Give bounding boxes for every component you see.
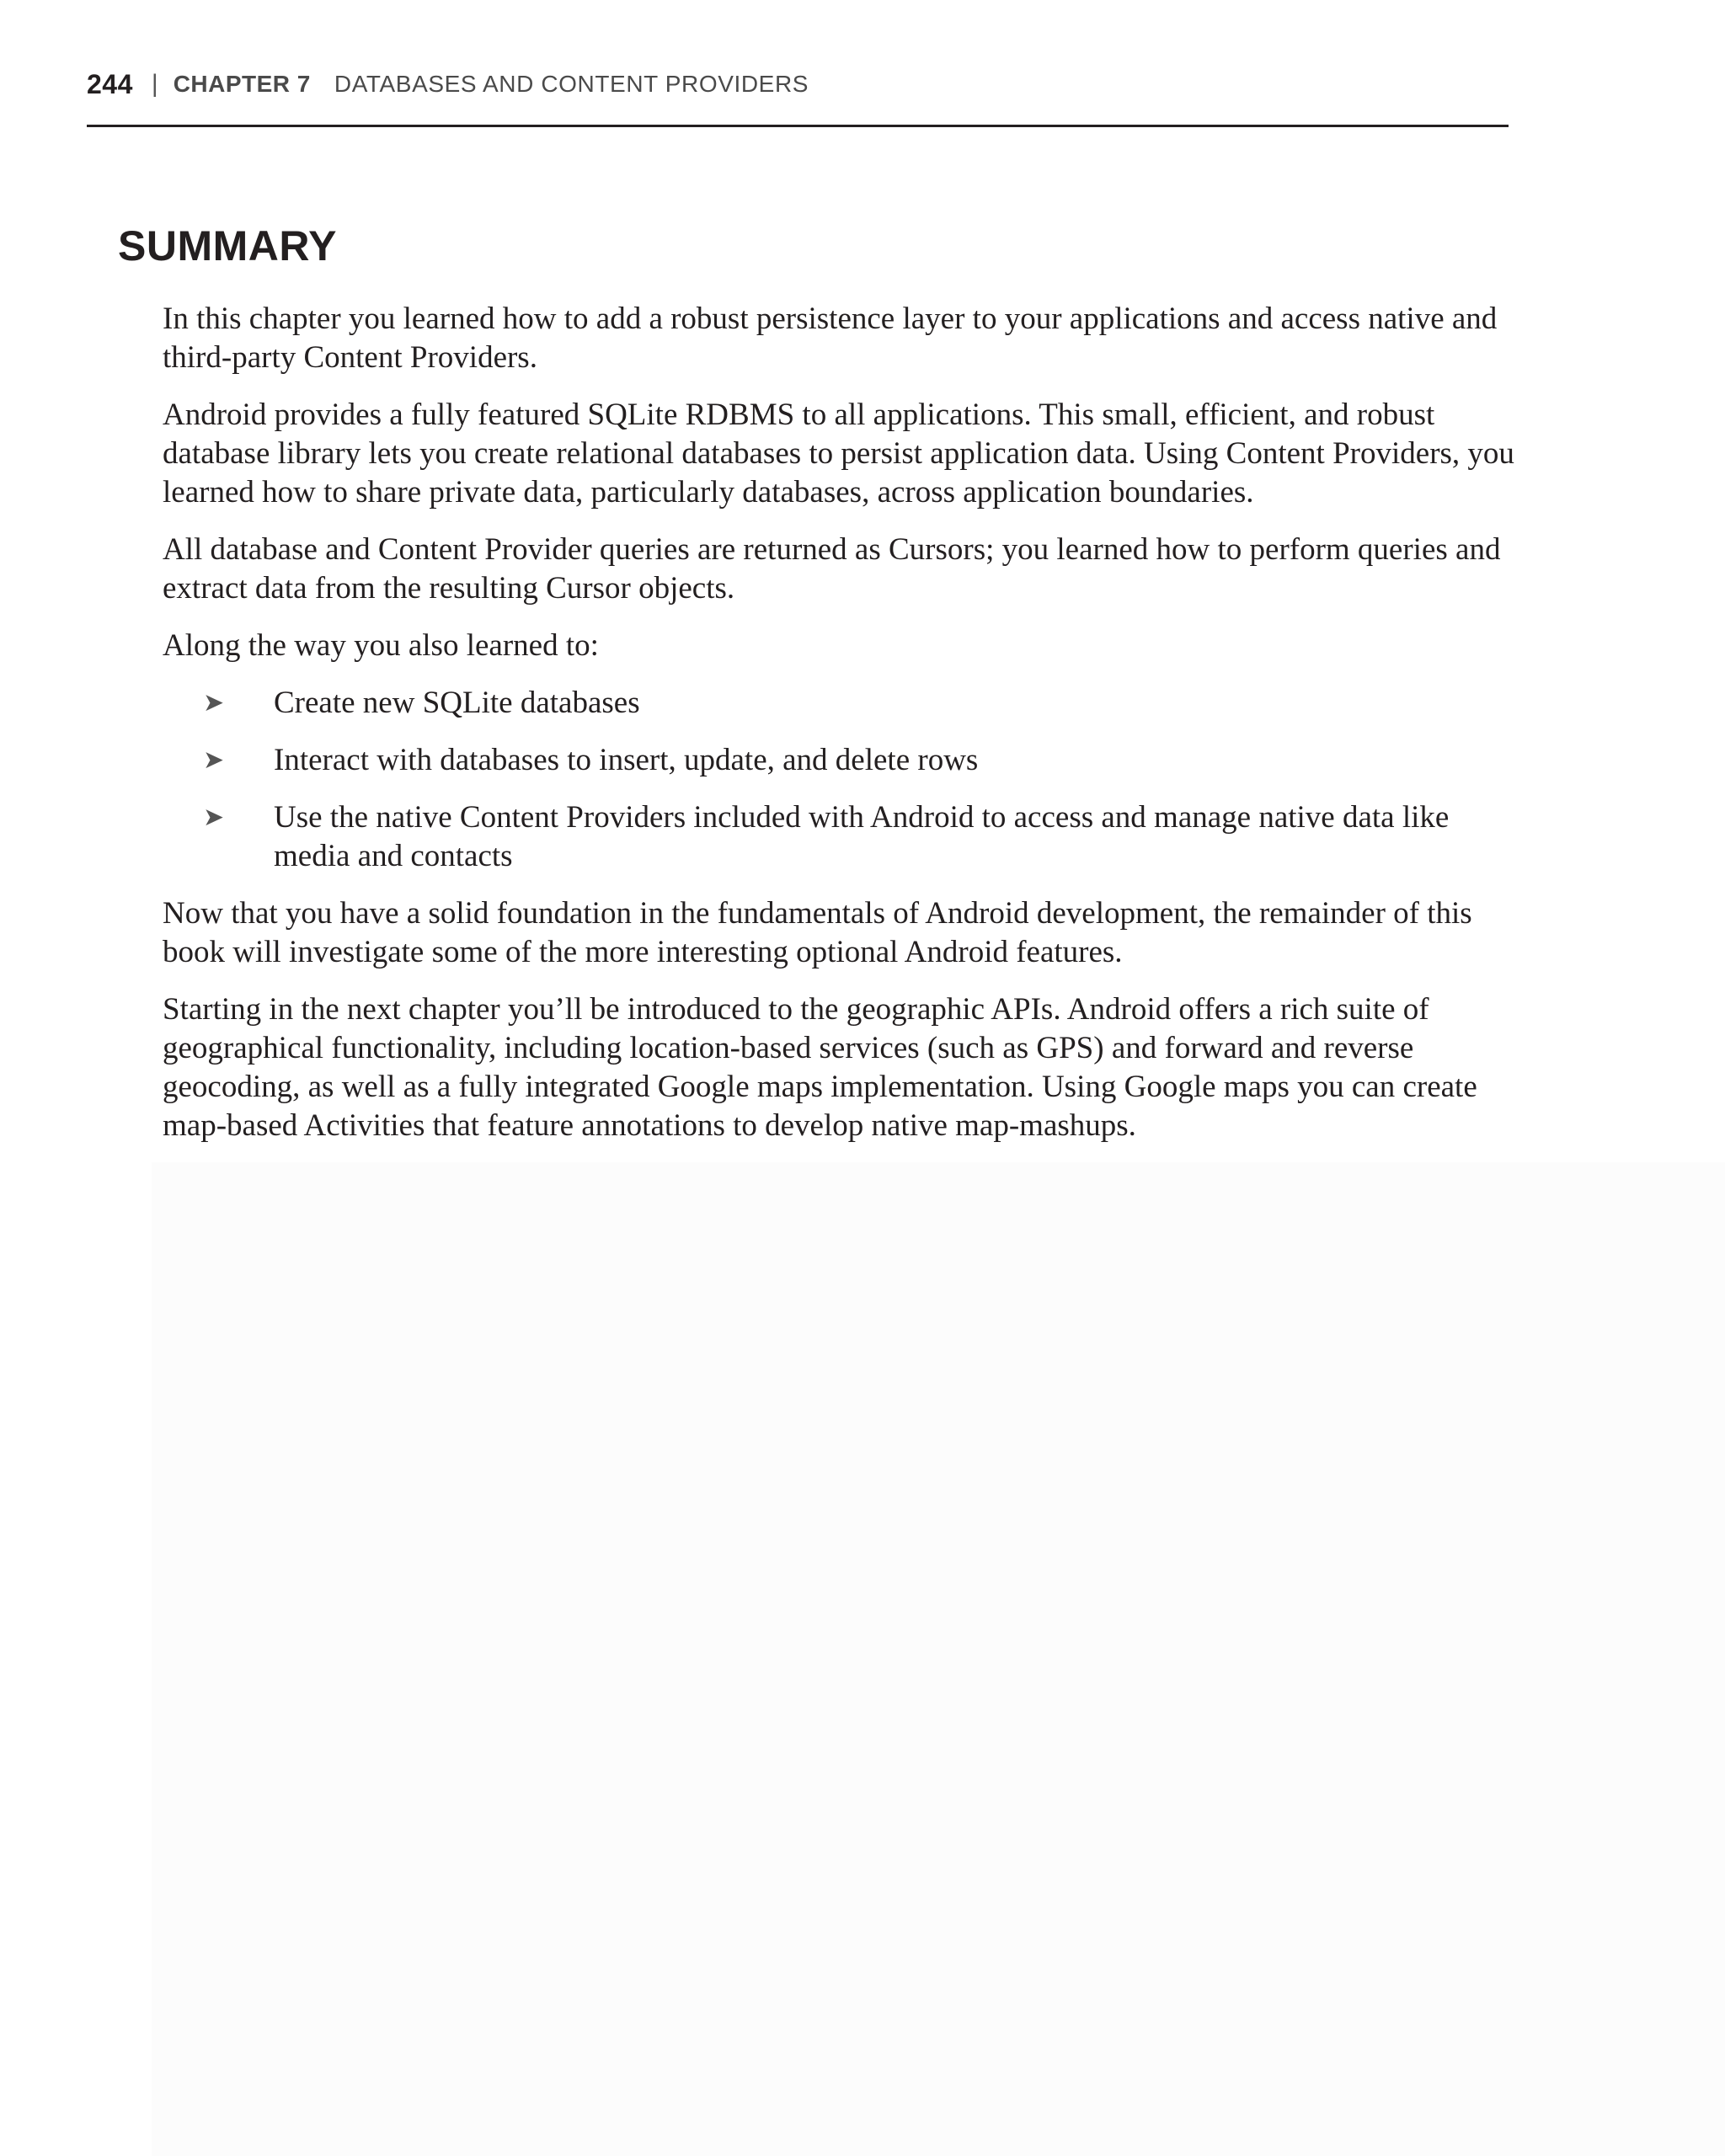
paragraph: All database and Content Provider queries are returned as Cursors; you learned how to perform queries and extract data from the resulting Cursor objects. [163,532,1501,606]
arrow-bullet-icon: ➤ [203,688,225,718]
paragraph: Starting in the next chapter you’ll be introduced to the geographic APIs. Android offers a rich suite of geographical functionality, including location-based services (such as GPS) and forward and reverse geocoding, as well as a fully integrated Google maps implementation. Using Google maps you can create map-based Activities that feature annotations to develop native map-mashups. [163,992,1477,1143]
body-text [163,300,1519,1164]
header-rule [87,125,1509,127]
arrow-bullet-icon: ➤ [203,745,225,775]
list-item [163,684,1519,723]
section-heading: SUMMARY [118,222,337,270]
chapter-label: CHAPTER 7 [173,71,311,97]
list-item [163,798,1519,876]
list-item-text: Use the native Content Providers included with Android to access and manage native data like media and contacts [274,800,1450,873]
list-item [163,741,1519,780]
paragraph: Android provides a fully featured SQLite RDBMS to all applications. This small, efficient, and robust database library lets you create relational databases to persist application data. Using Content Providers, you learned how to share private data, particularly databases, across application boundaries. [163,398,1514,510]
paragraph: In this chapter you learned how to add a robust persistence layer to your applications and access native and third-party Content Providers. [163,302,1498,375]
paragraph: Along the way you also learned to: [163,628,599,663]
list-item-text: Interact with databases to insert, update, and delete rows [274,743,979,777]
page-background-shade [152,1162,1725,2156]
arrow-bullet-icon: ➤ [203,803,225,832]
paragraph: Now that you have a solid foundation in the fundamentals of Android development, the remainder of this book will investigate some of the more interesting optional Android features. [163,896,1472,969]
running-header [87,66,809,103]
header-separator: | [151,70,158,98]
list-item-text: Create new SQLite databases [274,686,640,720]
page-number: 244 [87,68,133,99]
bullet-list [163,684,1519,876]
chapter-title: DATABASES AND CONTENT PROVIDERS [334,71,809,97]
